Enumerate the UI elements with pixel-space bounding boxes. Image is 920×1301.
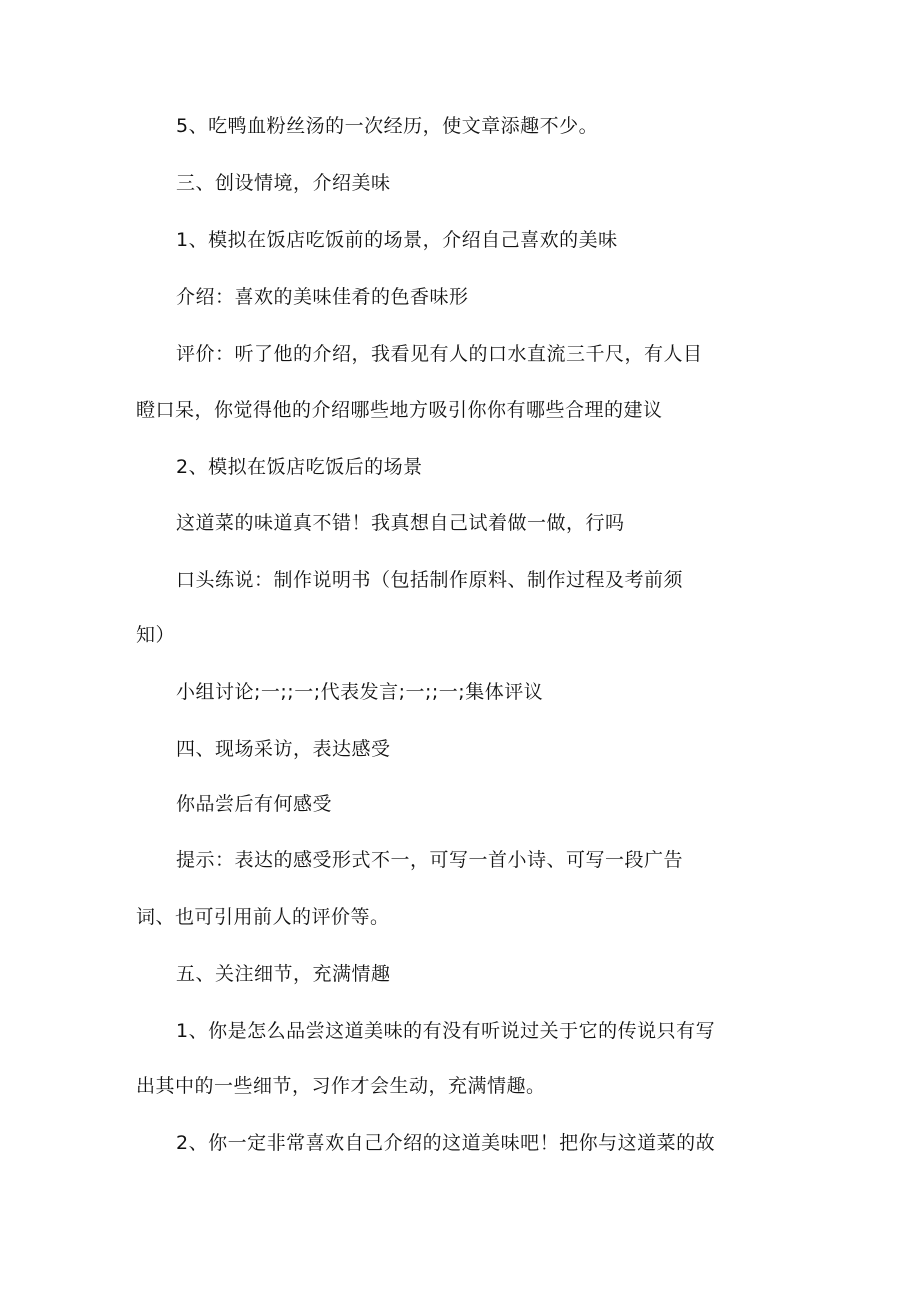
paragraph-line: 小组讨论;一;;一;代表发言;一;;一;集体评议: [176, 681, 544, 703]
paragraph-line: 知）: [136, 624, 176, 646]
paragraph-line: 评价：听了他的介绍，我看见有人的口水直流三千尺，有人目: [176, 343, 703, 365]
paragraph-line: 这道菜的味道真不错！我真想自己试着做一做，行吗: [176, 512, 625, 534]
paragraph-line: 介绍：喜欢的美味佳肴的色香味形: [176, 286, 469, 308]
section-heading: 三、创设情境，介绍美味: [176, 172, 391, 194]
paragraph-line: 1、你是怎么品尝这道美味的有没有听说过关于它的传说只有写: [176, 1020, 716, 1042]
paragraph-line: 2、你一定非常喜欢自己介绍的这道美味吧！把你与这道菜的故: [176, 1132, 716, 1154]
paragraph-line: 2、模拟在饭店吃饭后的场景: [176, 456, 423, 478]
paragraph-line: 词、也可引用前人的评价等。: [136, 906, 390, 928]
section-heading: 五、关注细节，充满情趣: [176, 963, 391, 985]
paragraph-line: 5、吃鸭血粉丝汤的一次经历，使文章添趣不少。: [176, 115, 599, 137]
paragraph-line: 1、模拟在饭店吃饭前的场景，介绍自己喜欢的美味: [176, 229, 618, 251]
section-heading: 四、现场采访，表达感受: [176, 738, 391, 760]
paragraph-line: 瞪口呆，你觉得他的介绍哪些地方吸引你你有哪些合理的建议: [136, 399, 663, 421]
paragraph-line: 提示：表达的感受形式不一，可写一首小诗、可写一段广告: [176, 849, 684, 871]
paragraph-line: 出其中的一些细节，习作才会生动，充满情趣。: [136, 1075, 546, 1097]
paragraph-line: 你品尝后有何感受: [176, 793, 333, 815]
paragraph-line: 口头练说：制作说明书（包括制作原料、制作过程及考前须: [176, 569, 684, 591]
